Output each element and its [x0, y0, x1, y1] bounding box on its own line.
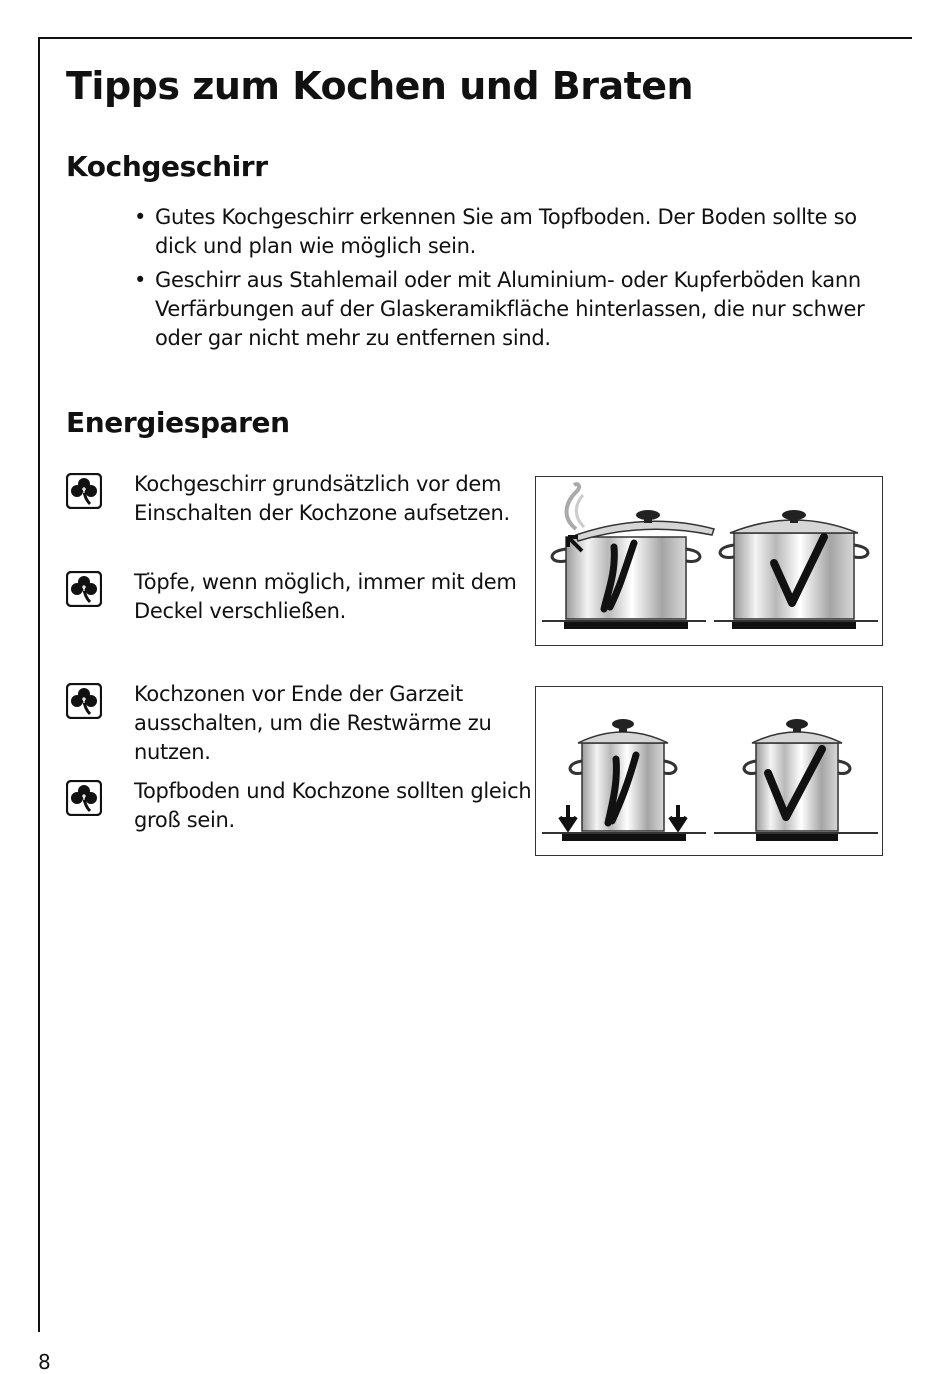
section-heading-kochgeschirr: Kochgeschirr: [66, 150, 268, 183]
pot-without-lid-icon: [552, 510, 714, 619]
clover-icon: [66, 780, 102, 816]
matching-pot-icon: [744, 719, 850, 831]
kochgeschirr-bullet-list: [134, 203, 894, 358]
section-heading-energiesparen: Energiesparen: [66, 406, 290, 439]
lid-illustration: [535, 476, 883, 646]
bullet-dot: •: [134, 268, 147, 292]
small-pot-icon: [570, 719, 676, 831]
bullet-dot: •: [134, 205, 147, 229]
clover-icon: [66, 473, 102, 509]
bullet-text: Geschirr aus Stahlemail oder mit Aluminium- oder Kupferböden kann Verfärbungen auf der Glaskeramikfläche hinterlassen, die nur schwer oder gar nicht mehr zu entfernen sind.: [155, 268, 865, 350]
bullet-text: Gutes Kochgeschirr erkennen Sie am Topfboden. Der Boden sollte so dick und plan wie möglich sein.: [155, 205, 857, 258]
page-number: 8: [38, 1350, 51, 1374]
tip-text: Topfboden und Kochzone sollten gleich groß sein.: [134, 779, 532, 832]
list-item: [134, 266, 894, 353]
tip-text: Töpfe, wenn möglich, immer mit dem Deckel verschließen.: [134, 570, 517, 623]
clover-icon: [66, 571, 102, 607]
clover-icon: [66, 683, 102, 719]
arrow-down-icon: [670, 805, 686, 829]
page-title: Tipps zum Kochen und Braten: [66, 64, 694, 108]
top-rule: [38, 37, 912, 39]
list-item: [134, 203, 894, 261]
arrow-down-icon: [560, 805, 576, 829]
size-illustration: [535, 686, 883, 856]
tip-text: Kochzonen vor Ende der Garzeit ausschalten, um die Restwärme zu nutzen.: [134, 682, 492, 764]
left-rule: [38, 37, 40, 1332]
tip-text: Kochgeschirr grundsätzlich vor dem Einschalten der Kochzone aufsetzen.: [134, 472, 510, 525]
